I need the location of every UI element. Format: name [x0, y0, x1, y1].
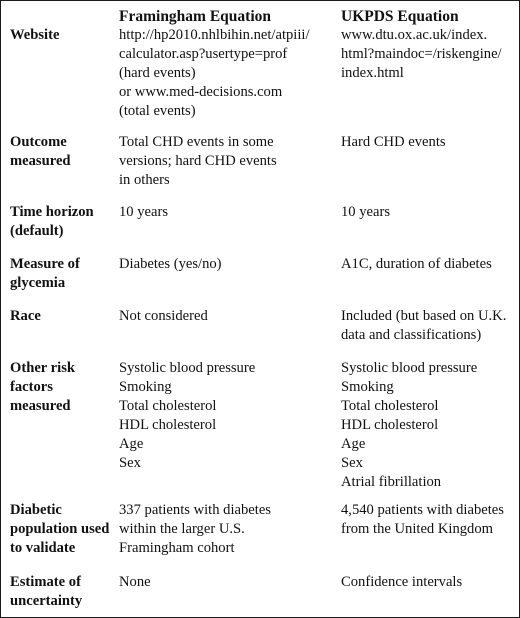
row-label-risk-factors: Other risk factors measured: [10, 360, 75, 414]
ukpds-population: 4,540 patients with diabetes from the United Kingdom: [341, 502, 504, 537]
row-label-race: Race: [10, 308, 41, 324]
row-label-website: Website: [10, 27, 60, 43]
ukpds-website: www.dtu.ox.ac.uk/index. html?maindoc=/riskengine/ index.html: [341, 27, 502, 81]
row-label-time-horizon: Time horizon (default): [10, 204, 94, 239]
framingham-website: http://hp2010.nhlbihin.net/atpiii/ calculator.asp?usertype=prof (hard events) or www.med-decisions.com (total events): [119, 27, 310, 119]
framingham-risk-factors: Systolic blood pressure Smoking Total cholesterol HDL cholesterol Age Sex: [119, 360, 256, 471]
row-label-population: Diabetic population used to validate: [10, 502, 110, 556]
framingham-race: Not considered: [119, 308, 208, 324]
ukpds-glycemia: A1C, duration of diabetes: [341, 256, 492, 272]
framingham-population: 337 patients with diabetes within the larger U.S. Framingham cohort: [119, 502, 271, 556]
ukpds-time-horizon: 10 years: [341, 204, 391, 220]
framingham-glycemia: Diabetes (yes/no): [119, 256, 222, 272]
framingham-uncertainty: None: [119, 574, 151, 590]
framingham-outcome: Total CHD events in some versions; hard CHD events in others: [119, 134, 277, 188]
row-label-uncertainty: Estimate of uncertainty: [10, 574, 83, 609]
column-header-framingham: Framingham Equation: [119, 8, 272, 25]
framingham-time-horizon: 10 years: [119, 204, 169, 220]
column-header-ukpds: UKPDS Equation: [341, 8, 459, 25]
ukpds-outcome: Hard CHD events: [341, 134, 446, 150]
ukpds-risk-factors: Systolic blood pressure Smoking Total cholesterol HDL cholesterol Age Sex Atrial fibrillation: [341, 360, 478, 490]
ukpds-race: Included (but based on U.K. data and classifications): [341, 308, 507, 343]
ukpds-uncertainty: Confidence intervals: [341, 574, 463, 590]
row-label-glycemia: Measure of glycemia: [10, 256, 80, 291]
row-label-outcome: Outcome measured: [10, 134, 71, 169]
